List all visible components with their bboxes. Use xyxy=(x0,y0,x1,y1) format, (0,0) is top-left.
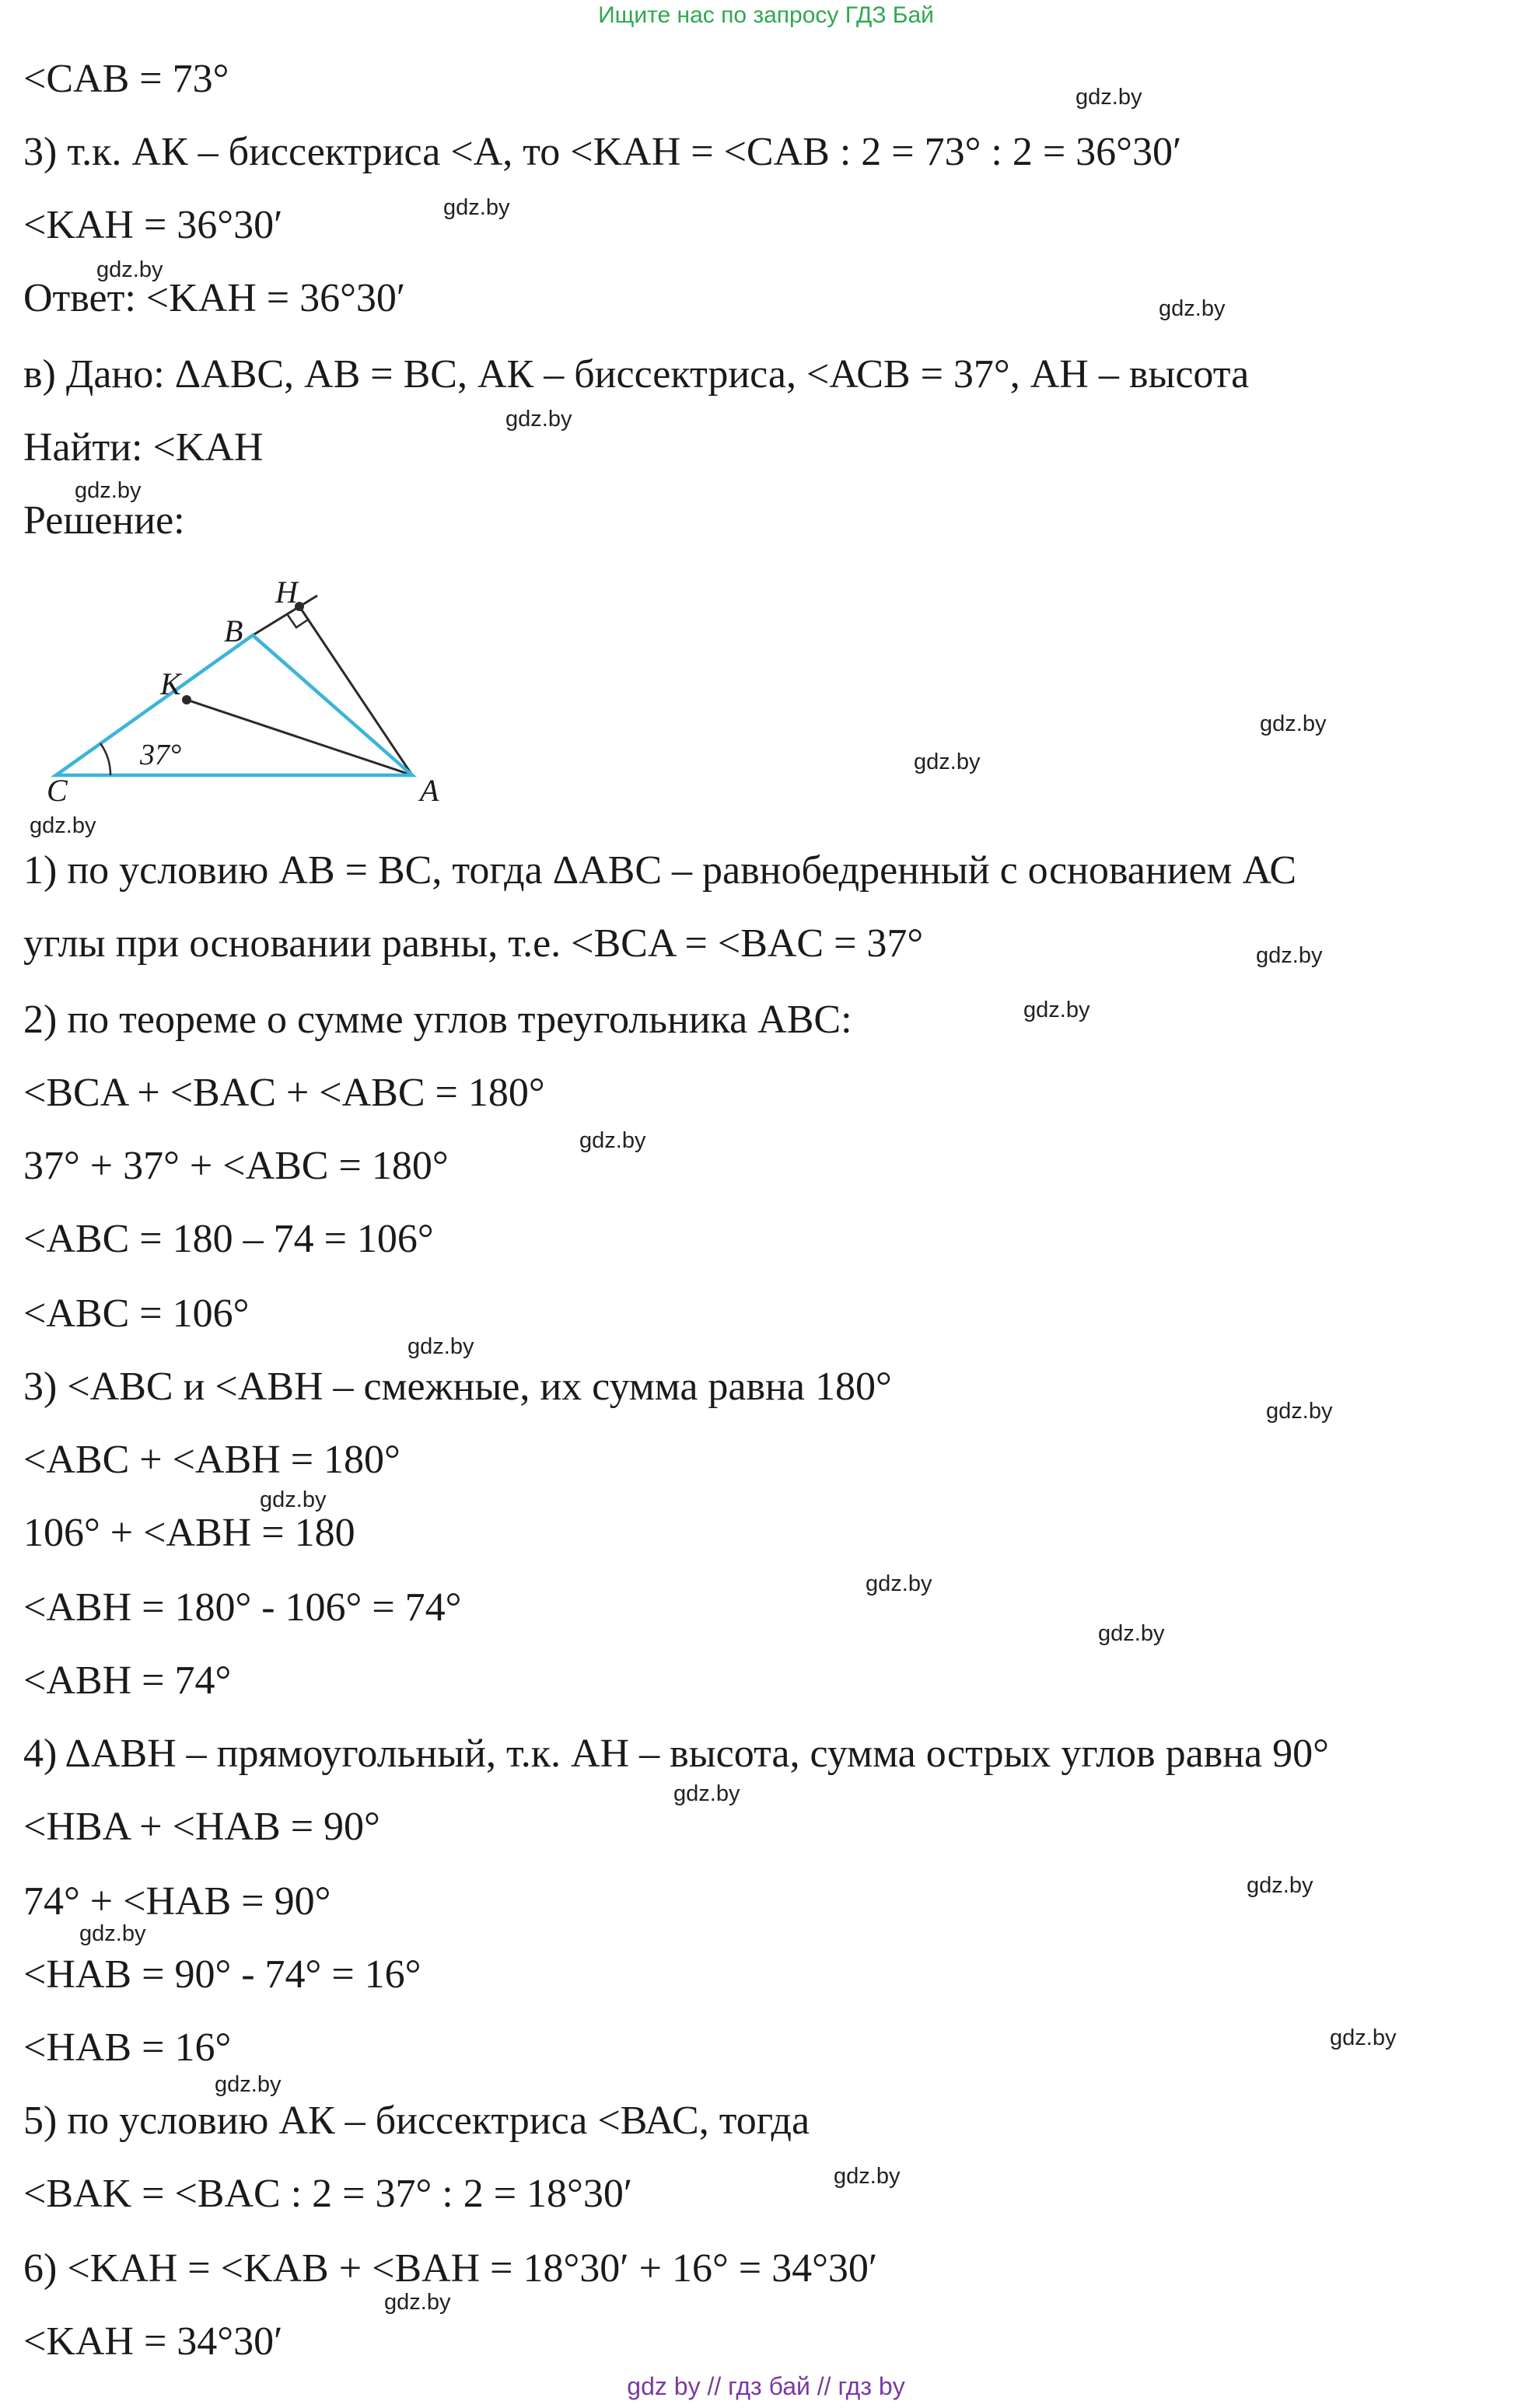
watermark: gdz.by xyxy=(79,1921,146,1946)
triangle-diagram xyxy=(23,571,474,816)
watermark: gdz.by xyxy=(1247,1873,1313,1898)
text-line: <HAB = 90° - 74° = 16° xyxy=(23,1952,421,1997)
text-line: <ABC + <ABH = 180° xyxy=(23,1438,400,1482)
bisector-ak xyxy=(187,700,412,775)
text-line: Ответ: <KAH = 36°30′ xyxy=(23,276,406,320)
text-line: 106° + <ABH = 180 xyxy=(23,1511,355,1555)
text-line: в) Дано: ΔАВС, АВ = ВС, АК – биссектриса, <АСВ = 37°, АН – высота xyxy=(23,352,1250,397)
right-angle-mark xyxy=(288,615,308,627)
label-k: K xyxy=(160,666,181,701)
angle-arc-c xyxy=(100,743,110,775)
watermark: gdz.by xyxy=(443,195,510,220)
label-a: A xyxy=(420,773,439,808)
text-line: 6) <KAH = <KAB + <BAH = 18°30′ + 16° = 34°30′ xyxy=(23,2246,878,2291)
watermark: gdz.by xyxy=(96,257,163,282)
watermark: gdz.by xyxy=(834,2164,901,2189)
watermark: gdz.by xyxy=(260,1487,327,1512)
watermark: gdz.by xyxy=(215,2072,282,2097)
text-line: <ABH = 74° xyxy=(23,1658,232,1703)
text-line: <KAH = 36°30′ xyxy=(23,203,283,247)
footer-links: gdz by // гдз бай // гдз by xyxy=(627,2372,905,2400)
top-banner: Ищите нас по запросу ГДЗ Бай xyxy=(598,2,934,28)
watermark: gdz.by xyxy=(1330,2025,1397,2050)
text-line: 2) по теореме о сумме углов треугольника АВС: xyxy=(23,998,852,1042)
watermark: gdz.by xyxy=(407,1334,474,1359)
text-line: 74° + <HAB = 90° xyxy=(23,1879,331,1924)
watermark: gdz.by xyxy=(914,750,981,774)
watermark: gdz.by xyxy=(1266,1399,1333,1424)
angle-label: 37° xyxy=(140,739,182,771)
text-line: <KAH = 34°30′ xyxy=(23,2319,283,2364)
text-line: <BCA + <BAC + <ABC = 180° xyxy=(23,1071,545,1115)
text-line: 5) по условию АК – биссектриса <ВАС, тогда xyxy=(23,2099,810,2143)
watermark: gdz.by xyxy=(384,2290,451,2315)
text-line: 3) <ABC и <ABH – смежные, их сумма равна 180° xyxy=(23,1365,892,1409)
triangle-diagram-svg xyxy=(23,571,474,813)
watermark: gdz.by xyxy=(1256,943,1323,968)
point-k xyxy=(182,695,191,704)
text-line: <CAB = 73° xyxy=(23,57,229,101)
text-line: <HAB = 16° xyxy=(23,2025,232,2070)
label-b: B xyxy=(224,613,243,648)
watermark: gdz.by xyxy=(673,1781,740,1806)
text-line: <ABH = 180° - 106° = 74° xyxy=(23,1585,462,1630)
watermark: gdz.by xyxy=(75,478,142,503)
watermark: gdz.by xyxy=(1023,998,1090,1022)
text-line: <ABC = 180 – 74 = 106° xyxy=(23,1217,434,1261)
watermark: gdz.by xyxy=(866,1571,932,1596)
watermark: gdz.by xyxy=(1260,711,1327,736)
text-line: 1) по условию АВ = ВС, тогда ΔАВС – равнобедренный с основанием АС xyxy=(23,848,1297,893)
label-h: H xyxy=(275,575,298,610)
watermark: gdz.by xyxy=(579,1128,646,1153)
text-line: 3) т.к. АК – биссектриса <А, то <KAH = <CAB : 2 = 73° : 2 = 36°30′ xyxy=(23,130,1182,174)
watermark: gdz.by xyxy=(1098,1621,1165,1646)
watermark: gdz.by xyxy=(1159,296,1226,321)
text-line: 37° + 37° + <ABC = 180° xyxy=(23,1144,449,1188)
text-line: <HBA + <HAB = 90° xyxy=(23,1805,380,1849)
text-line: Решение: xyxy=(23,498,185,543)
watermark: gdz.by xyxy=(1076,85,1142,110)
triangle-abc xyxy=(56,635,412,775)
text-line: <BAK = <BAC : 2 = 37° : 2 = 18°30′ xyxy=(23,2172,633,2216)
watermark: gdz.by xyxy=(505,407,572,432)
watermark: gdz.by xyxy=(30,813,96,838)
label-c: C xyxy=(47,773,68,808)
text-line: углы при основании равны, т.е. <BCA = <BAC = 37° xyxy=(23,921,924,966)
text-line: Найти: <KAH xyxy=(23,425,264,470)
text-line: 4) ΔАВН – прямоугольный, т.к. АН – высота, сумма острых углов равна 90° xyxy=(23,1732,1329,1776)
text-line: <ABC = 106° xyxy=(23,1291,250,1336)
